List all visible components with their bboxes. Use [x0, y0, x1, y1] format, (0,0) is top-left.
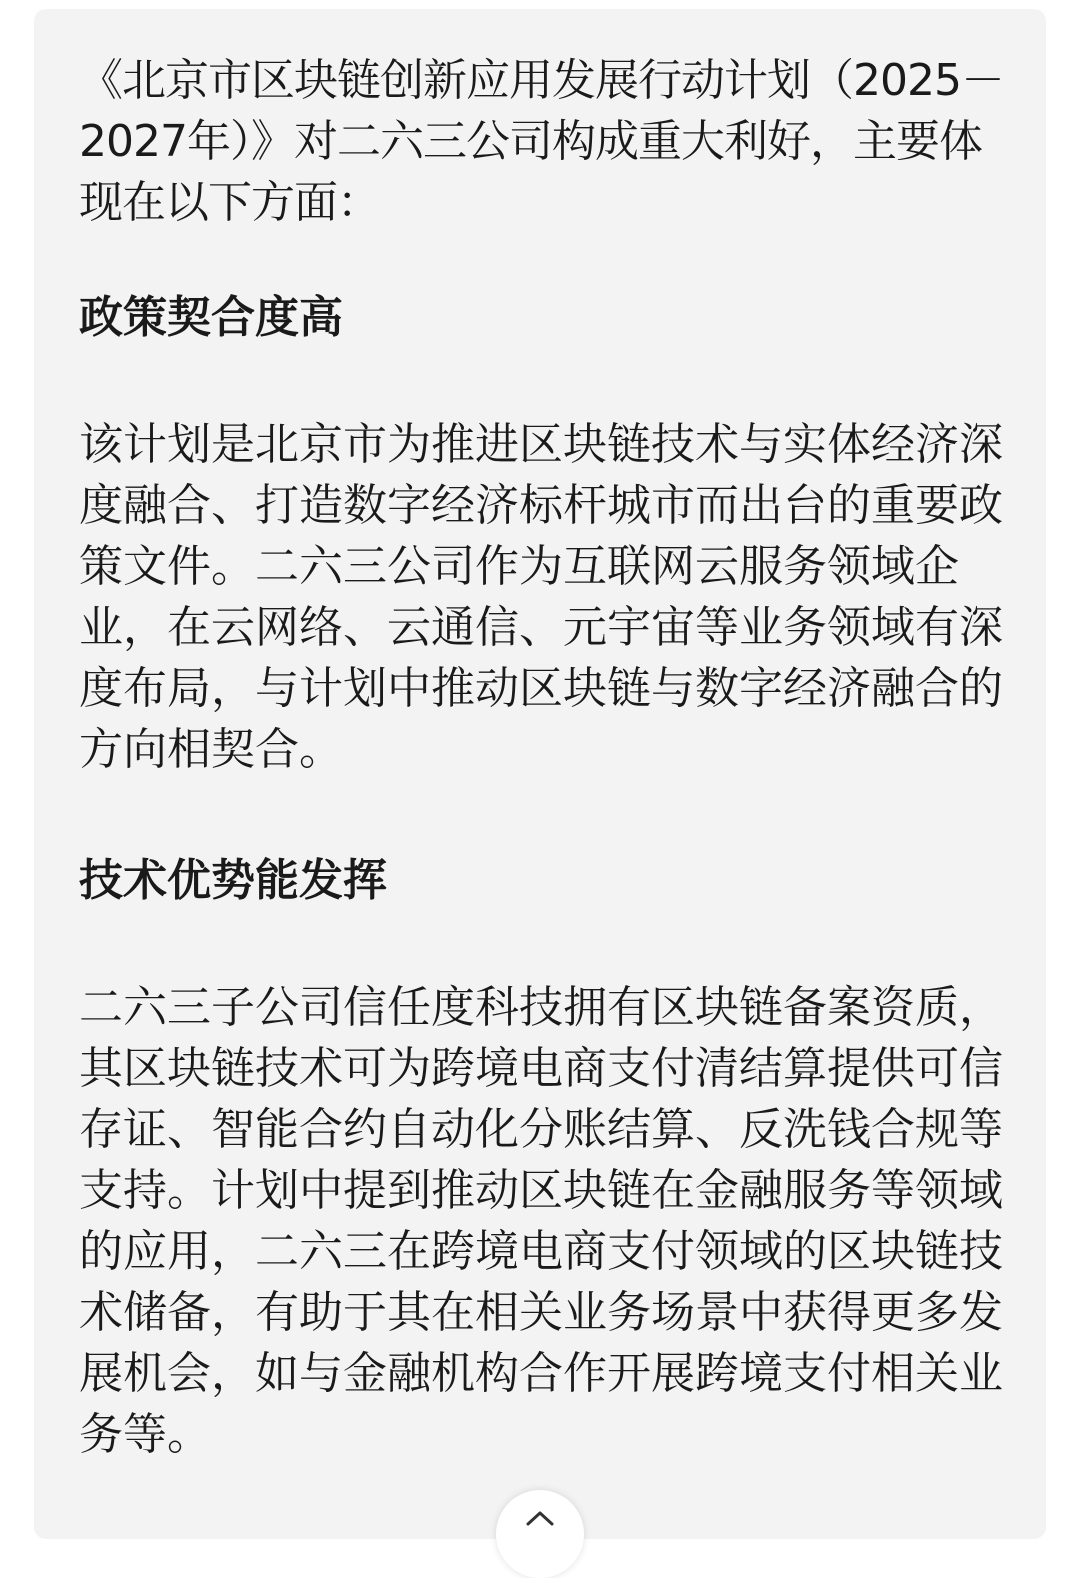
article-card	[34, 9, 1046, 1539]
intro-paragraph: 《北京市区块链创新应用发展行动计划（2025－2027年）》对二六三公司构成重大利好，主要体现在以下方面：	[79, 55, 1004, 228]
section-heading-technology: 技术优势能发挥	[79, 855, 387, 906]
scroll-up-button[interactable]	[496, 1490, 584, 1578]
section-heading-policy: 政策契合度高	[79, 292, 343, 343]
section-body-technology: 二六三子公司信任度科技拥有区块链备案资质，其区块链技术可为跨境电商支付清结算提供可信存证、智能合约自动化分账结算、反洗钱合规等支持。计划中提到推动区块链在金融服务等领域的应用，二六三在跨境电商支付领域的区块链技术储备，有助于其在相关业务场景中获得更多发展机会，如与金融机构合作开展跨境支付相关业务等。	[79, 982, 1003, 1460]
section-body-policy: 该计划是北京市为推进区块链技术与实体经济深度融合、打造数字经济标杆城市而出台的重要政策文件。二六三公司作为互联网云服务领域企业，在云网络、云通信、元宇宙等业务领域有深度布局，与计划中推动区块链与数字经济融合的方向相契合。	[79, 419, 1003, 775]
chevron-up-icon	[524, 1508, 556, 1528]
